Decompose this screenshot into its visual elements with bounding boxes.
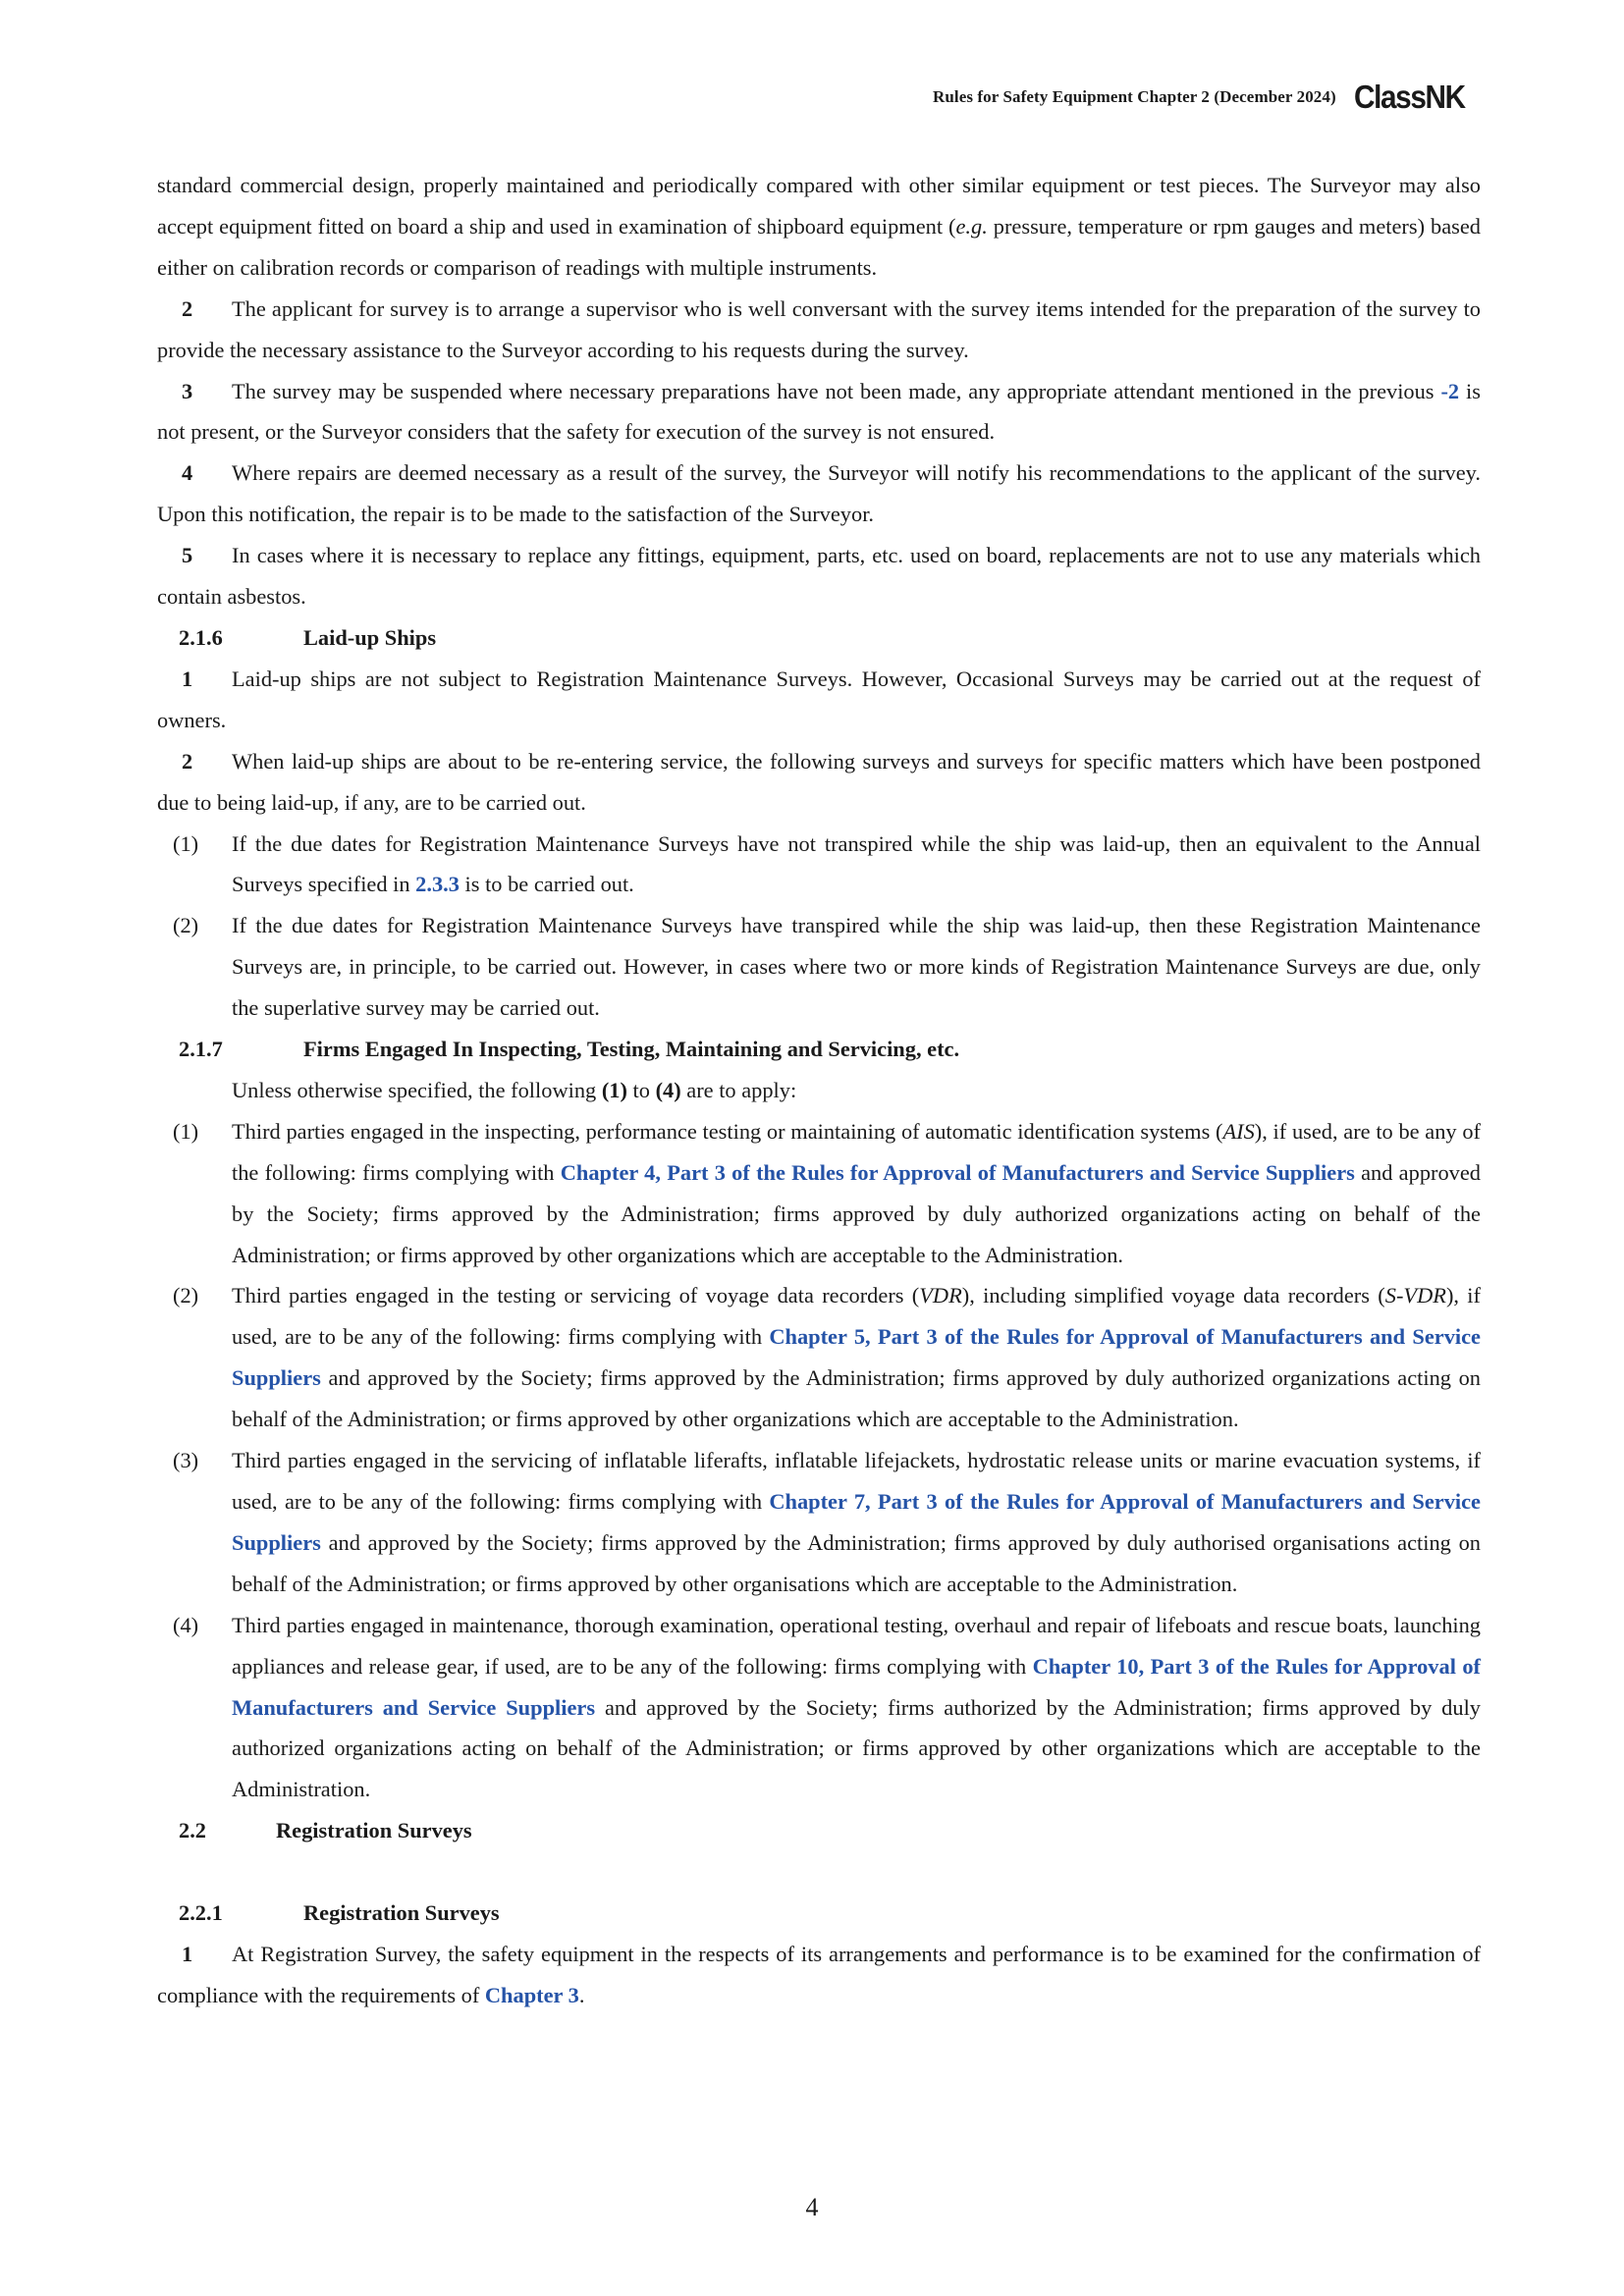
list-item: (2) If the due dates for Registration Maintenance Surveys have transpired while the ship was laid-up, then these Registration Maintenance Surveys are, in principle, to be carried out. However, in cases where two or more kinds of Registration Maintenance Surveys are due, only the superlative survey may be carried out. <box>173 913 1481 1021</box>
list-item: (4) Third parties engaged in maintenance, thorough examination, operational testing, overhaul and repair of lifeboats and rescue boats, launching appliances and release gear, if used, are to be any of the following: firms complying with Chapter 10, Part 3 of the Rules for Approval of Manufacturers and Service Suppliers and approved by the Society; firms authorized by the Administration; firms approved by duly authorized organizations acting on behalf of the Administration; or firms approved by other organizations which are acceptable to the Administration. <box>173 1612 1481 1802</box>
link-chapter-5-part-3[interactable]: Chapter 5, Part 3 of the Rules for Approval of Manufacturers and Service Suppliers <box>232 1324 1481 1391</box>
paragraph-3: 3 The survey may be suspended where necessary preparations have not been made, any appropriate attendant mentioned in the previous -2 is not present, or the Surveyor considers that the safety for execution of the survey is not ensured. <box>157 378 1481 445</box>
paragraph-5: 5 In cases where it is necessary to replace any fittings, equipment, parts, etc. used on board, replacements are not to use any materials which contain asbestos. <box>157 543 1481 610</box>
section-heading-2-2: 2.2 Registration Surveys <box>179 1818 472 1843</box>
section-intro: Unless otherwise specified, the following (1) to (4) are to apply: <box>232 1077 797 1102</box>
link-2-3-3[interactable]: 2.3.3 <box>415 872 460 897</box>
classnk-logo: ClassNK <box>1353 79 1465 115</box>
spacer <box>157 1851 1481 1893</box>
link-chapter-10-part-3[interactable]: Chapter 10, Part 3 of the Rules for Approval of Manufacturers and Service Suppliers <box>232 1653 1481 1720</box>
list-item: (1) Third parties engaged in the inspecting, performance testing or maintaining of automatic identification systems (AIS), if used, are to be any of the following: firms complying with Chapter 4, Part 3 of the Rules for Approval of Manufacturers and Service Suppliers and approved by the Society; firms approved by the Administration; firms approved by duly authorized organizations acting on behalf of the Administration; or firms approved by other organizations which are acceptable to the Administration. <box>173 1118 1481 1267</box>
page-number: 4 <box>805 2193 819 2221</box>
link-paragraph-2[interactable]: -2 <box>1440 378 1460 403</box>
paragraph-4: 4 Where repairs are deemed necessary as a result of the survey, the Surveyor will notify his recommendations to the applicant of the survey. Upon this notification, the repair is to be made to the satisfaction of the Surveyor. <box>157 460 1481 527</box>
document-body <box>157 165 1481 2016</box>
paragraph-2-1-6-1: 1 Laid-up ships are not subject to Registration Maintenance Surveys. However, Occasional Surveys may be carried out at the request of owners. <box>157 666 1481 732</box>
paragraph-continuation: standard commercial design, properly maintained and periodically compared with other similar equipment or test pieces. The Surveyor may also accept equipment fitted on board a ship and used in examination of shipboard equipment (e.g. pressure, temperature or rpm gauges and meters) based either on calibration records or comparison of readings with multiple instruments. <box>157 173 1481 280</box>
paragraph-2-2-1-1: 1 At Registration Survey, the safety equipment in the respects of its arrangements and performance is to be examined for the confirmation of compliance with the requirements of Chapter 3. <box>157 1941 1481 2007</box>
section-heading-2-2-1: 2.2.1 Registration Surveys <box>179 1900 500 1926</box>
header-title: Rules for Safety Equipment Chapter 2 (December 2024) <box>932 87 1336 106</box>
link-chapter-7-part-3[interactable]: Chapter 7, Part 3 of the Rules for Approval of Manufacturers and Service Suppliers <box>232 1489 1481 1555</box>
list-item: (2) Third parties engaged in the testing or servicing of voyage data recorders (VDR), including simplified voyage data recorders (S-VDR), if used, are to be any of the following: firms complying with Chapter 5, Part 3 of the Rules for Approval of Manufacturers and Service Suppliers and approved by the Society; firms approved by the Administration; firms approved by duly authorized organizations acting on behalf of the Administration; or firms approved by other organizations which are acceptable to the Administration. <box>173 1283 1481 1432</box>
section-heading-2-1-7: 2.1.7 Firms Engaged In Inspecting, Testing, Maintaining and Servicing, etc. <box>179 1037 960 1062</box>
paragraph-2: 2 The applicant for survey is to arrange a supervisor who is well conversant with the survey items intended for the preparation of the survey to provide the necessary assistance to the Surveyor according to his requests during the survey. <box>157 295 1481 362</box>
page-header <box>933 79 1477 116</box>
paragraph-2-1-6-2: 2 When laid-up ships are about to be re-entering service, the following surveys and surveys for specific matters which have been postponed due to being laid-up, if any, are to be carried out. <box>157 748 1481 815</box>
link-chapter-4-part-3[interactable]: Chapter 4, Part 3 of the Rules for Approval of Manufacturers and Service Suppliers <box>560 1159 1355 1185</box>
list-item: (1) If the due dates for Registration Maintenance Surveys have not transpired while the ship was laid-up, then an equivalent to the Annual Surveys specified in 2.3.3 is to be carried out. <box>173 830 1481 897</box>
link-chapter-3[interactable]: Chapter 3 <box>484 1982 579 2007</box>
section-heading-2-1-6: 2.1.6 Laid-up Ships <box>179 624 437 650</box>
list-item: (3) Third parties engaged in the servicing of inflatable liferafts, inflatable lifejackets, hydrostatic release units or marine evacuation systems, if used, are to be any of the following: firms complying with Chapter 7, Part 3 of the Rules for Approval of Manufacturers and Service Suppliers and approved by the Society; firms approved by the Administration; firms approved by duly authorised organisations acting on behalf of the Administration; or firms approved by other organisations which are acceptable to the Administration. <box>173 1448 1481 1596</box>
